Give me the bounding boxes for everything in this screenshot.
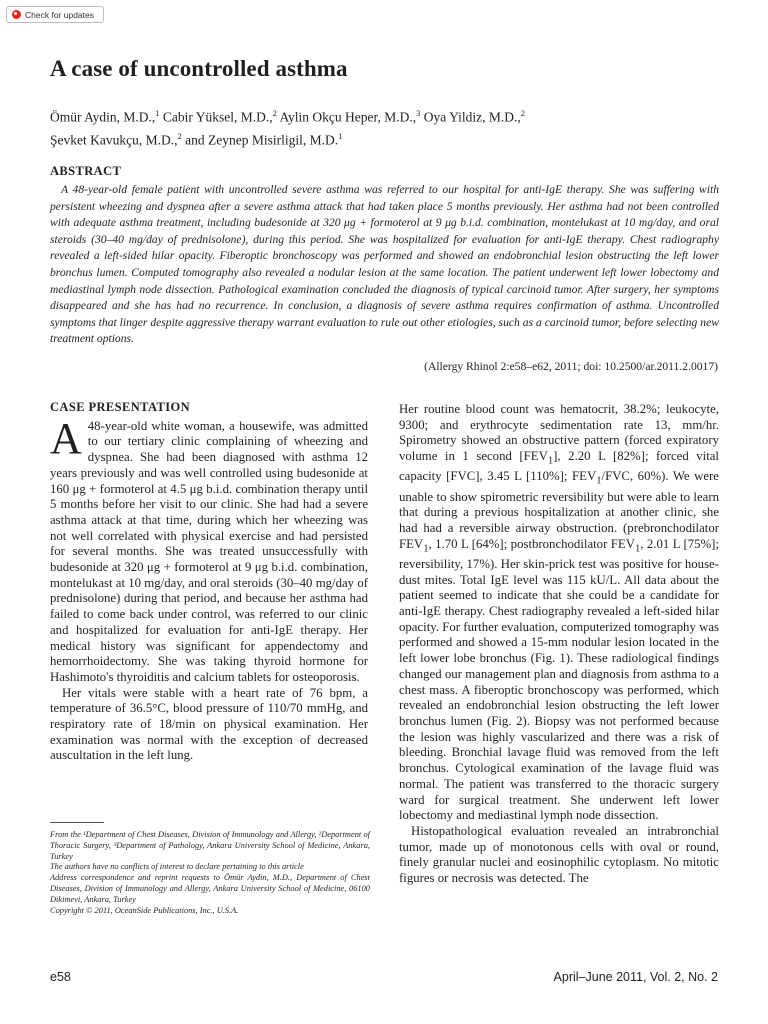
text-run: ], 2.20 L [82%]; forced vital capacity [FVC], 3.45 L [110%]; FEV	[399, 449, 719, 484]
case-paragraph-1-text: 48-year-old white woman, a housewife, was admitted to our tertiary clinic complaining of wheezing and dyspnea. She had been diagnosed with asthma 12 years previously and was well controlled using budesonide at 160 μg + formoterol at 4.5 μg b.i.d. combination therapy until 5 months before her visit to our clinic. She had had a severe asthma attack at that time, during which her wheezing was not well correlated with physical exercise and had persisted for several months. She was treated unsuccessfully with budesonide at 320 μg + formoterol at 9 μg b.i.d. combination, montelukast at 10 mg/day, and oral steroids (30–40 mg/day of prednisolone) during that period, and because her asthma had failed to come back under control, was referred to our clinic and hospitalized for evaluation for anti-IgE therapy. Her medical history was significant for appendectomy and hemorrhoidectomy. She was taking thyroid hormone for Hashimoto's thyroiditis and calcium tablets for osteoporosis.	[50, 418, 368, 684]
author-name: Şevket Kavukçu, M.D.,	[50, 132, 178, 147]
check-for-updates-label: Check for updates	[25, 9, 94, 20]
footnote-rule	[50, 822, 104, 823]
author-name: Ömür Aydin, M.D.,	[50, 109, 156, 125]
author-list	[50, 104, 720, 149]
abstract-text: A 48-year-old female patient with uncontrolled severe asthma was referred to our hospital for anti-IgE therapy. She was suffering with persistent wheezing and dyspnea after a severe asthma attack that had taken place 5 months previously. Her asthma had not been controlled with adequate asthma treatment, including budesonide at 320 μg + formoterol at 9 μg b.i.d. combination, montelukast at 10 mg/day, and oral steroids (30–40 mg/day of prednisolone), during this period. She was hospitalized for evaluation for anti-IgE therapy. Chest radiography revealed a left-sided hilar opacity. Fiberoptic bronchoscopy was performed and showed an endobronchial lesion obstructing the left lower bronchus lumen. Computed tomography also revealed a nodular lesion at the same location. The patient underwent left lower lobectomy and mediastinal lymph node dissection. Pathological examination concluded the diagnosis of typical carcinoid tumor. After surgery, her symptoms disappeared and she has had no recurrence. In conclusion, a diagnosis of severe asthma requires confirmation of asthma. Uncontrolled symptoms that linger despite aggressive therapy warrant evaluation to rule out other etiologies, such as a carcinoid tumor, before selecting new treatment options.	[50, 183, 719, 346]
affiliation-marker: 1	[338, 130, 343, 141]
histopathology-paragraph: Histopathological evaluation revealed an intrabronchial tumor, made up of monotonous cells with oval or round, finely granular nuclei and eosinophilic cytoplasm. No mitotic figures or necrosis was detected. The	[399, 823, 719, 886]
subscript: 1	[547, 455, 554, 467]
abstract-heading: ABSTRACT	[50, 164, 122, 178]
case-paragraph-1	[50, 413, 368, 686]
case-paragraph-2: Her vitals were stable with a heart rate of 76 bpm, a temperature of 36.5°C, blood pressure of 110/70 mmHg, and respiratory rate of 18/min on physical examination. Her examination was normal with the exception of decreased auscultation in the left lung.	[50, 685, 368, 763]
article-title: A case of uncontrolled asthma	[50, 56, 348, 81]
citation-line: (Allergy Rhinol 2:e58–e62, 2011; doi: 10.2500/ar.2011.2.0017)	[424, 360, 718, 373]
update-icon	[12, 10, 21, 19]
subscript: 1	[596, 475, 602, 487]
affiliation-marker: 3	[416, 108, 421, 118]
text-run: Her routine blood count was hematocrit, 38.2%; leukocyte, 9300; and erythrocyte sedimentation rate 13, mm/hr. Spirometry showed an obstructive pattern (forced expiratory volume in 1 second [FEV	[399, 402, 719, 464]
text-run: , 2.01 L [75%]; reversibility, 17%). Her skin-prick test was positive for house-dust mites. Total IgE level was 115 kU/L. All data about the patient seemed to indicate that she could be a candidate for anti-IgE therapy. Chest radiography revealed a left-sided hilar opacity. For further evaluation, computerized tomography was performed and showed a 15-mm nodular lesion located in the left lower lobe bronchus (Fig. 1). These radiological findings changed our management plan and diagnosis from asthma to a chest mass. A fiberoptic bronchoscopy was performed, which revealed an endobronchial lesion obstructing the left lower bronchus lumen (Fig. 2). Biopsy was not performed because the lesion was highly vascularized and there was a risk of bleeding. Bronchial lavage fluid was removed from the left bronchus. Cytological examination of the lavage fluid was normal. The patient was transferred to the thoracic surgery ward for surgical treatment. She underwent left lower lobectomy and mediastinal lymph node dissection.	[399, 536, 719, 823]
text-run: /FVC, 60%). We were unable to show spirometric reversibility but were able to learn that during a previous hospitalization at another clinic, she had had a reversible airway obstruction. (prebronchodilator FEV	[399, 469, 719, 551]
findings-paragraph	[399, 402, 719, 824]
affiliation-marker: 2	[177, 130, 182, 141]
subscript: 1	[423, 543, 429, 555]
footnote-conflicts: The authors have no conflicts of interest to declare pertaining to this article	[50, 862, 304, 872]
check-for-updates-badge[interactable]	[6, 6, 104, 23]
affiliation-marker: 2	[520, 108, 525, 118]
author-name: Cabir Yüksel, M.D.,	[159, 109, 273, 125]
text-run: , 1.70 L [64%]; postbronchodilator FEV	[428, 536, 635, 551]
left-column	[50, 400, 368, 764]
drop-cap: A	[50, 413, 82, 463]
subscript: 1	[634, 543, 641, 555]
author-name: and Zeynep Misirligil, M.D.	[181, 132, 339, 147]
section-heading: CASE PRESENTATION	[50, 400, 191, 414]
author-name: Aylin Okçu Heper, M.D.,	[276, 109, 417, 125]
footnote-affiliations: From the ¹Department of Chest Diseases, Division of Immunology and Allergy, ²Department of Thoracic Surgery, ³Department of Pathology, Ankara University School of Medicine, Ankara, Turkey	[50, 830, 370, 861]
right-column	[399, 402, 719, 887]
affiliation-marker: 1	[155, 108, 160, 118]
journal-issue: April–June 2011, Vol. 2, No. 2	[553, 970, 718, 984]
footnotes	[50, 830, 370, 916]
footnote-correspondence: Address correspondence and reprint requests to Ömür Aydin, M.D., Department of Chest Diseases, Division of Immunology and Allergy, Ankara University School of Medicine, 06100 Dikimevi, Ankara, Turkey	[50, 873, 370, 904]
footnote-copyright: Copyright © 2011, OceanSide Publications, Inc., U.S.A.	[50, 905, 239, 915]
author-name: Oya Yildiz, M.D.,	[420, 109, 521, 125]
page-number: e58	[50, 970, 71, 984]
affiliation-marker: 2	[272, 108, 277, 118]
